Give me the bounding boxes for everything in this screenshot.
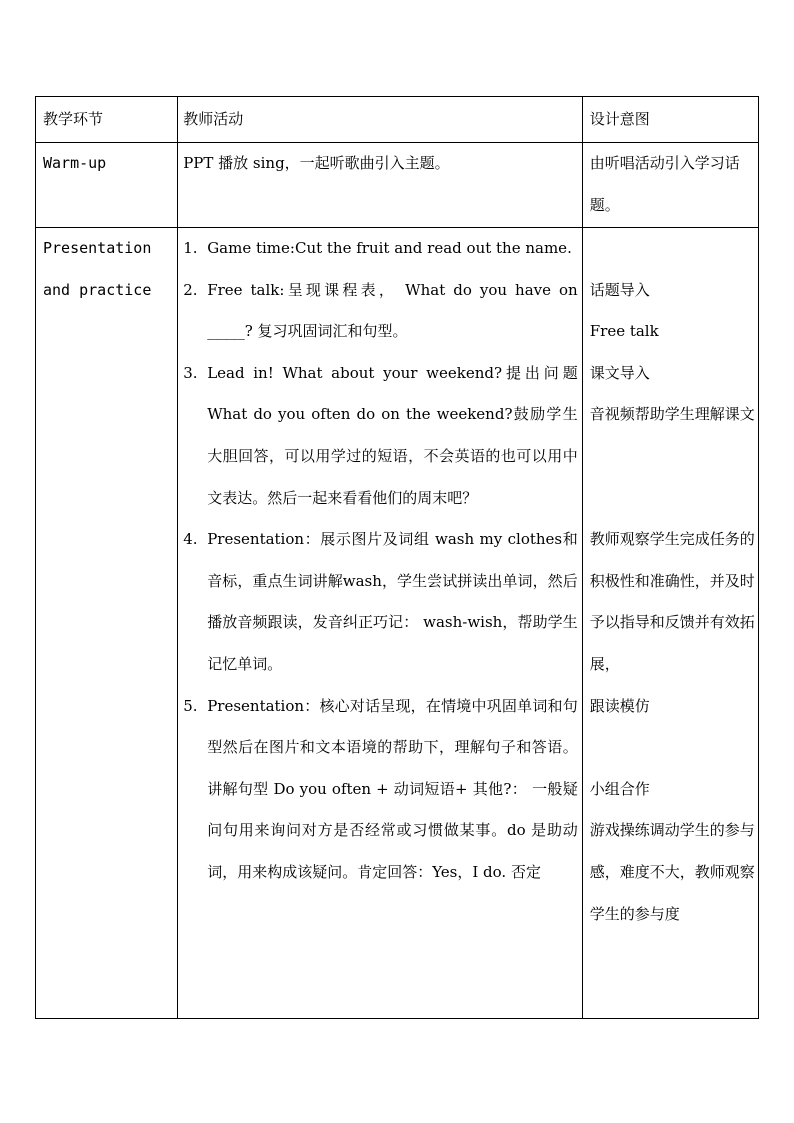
header-stage-cell [36,97,178,143]
list-item: 小组合作 [589,779,650,798]
step-number: 5. [183,696,198,715]
list-item: 跟读模仿 [589,696,650,715]
teacher-steps-list [183,228,578,894]
warmup-stage: Warm-up [43,154,107,172]
presentation-purpose-cell [582,228,758,1019]
presentation-stage-cell [36,228,178,1019]
list-item: 课文导入 [589,363,650,382]
list-item: 音视频帮助学生理解课文 [589,405,755,424]
step-text: Free talk:呈现课程表， What do you have on _____? 复习巩固词汇和句型。 [207,280,578,341]
warmup-teacher-activity: PPT 播放 sing，一起听歌曲引入主题。 [183,154,450,172]
step-number: 3. [183,363,198,382]
list-item [183,519,578,685]
header-teacher-cell [178,97,583,143]
table-header-row [36,97,759,143]
header-stage: 教学环节 [43,110,104,128]
presentation-teacher-cell [178,228,583,1019]
warmup-stage-cell [36,143,178,228]
presentation-stage: Presentation and practice [43,239,152,299]
list-item [590,228,758,270]
header-teacher-activity: 教师活动 [183,110,244,128]
step-number: 2. [183,280,198,299]
list-item: 话题导入 [589,280,650,299]
step-text: Game time:Cut the fruit and read out the name. [207,239,572,257]
list-item [183,686,578,894]
table-row-warmup [36,143,759,228]
step-text: Lead in! What about your weekend?提出问题 What do you often do on the weekend?鼓励学生大胆回答，可以用学过的短语，不会英语的也可以用中文表达。然后一起来看看他们的周末吧？ [207,363,578,507]
warmup-teacher-cell [178,143,583,228]
list-item: 游戏操练调动学生的参与感，难度不大，教师观察学生的参与度 [589,821,755,923]
table-row-presentation [36,228,759,1019]
list-item: 教师观察学生完成任务的积极性和准确性，并及时予以指导和反馈并有效拓展， [589,530,755,673]
list-item [183,353,578,519]
header-purpose-cell [582,97,758,143]
list-item [183,228,578,270]
warmup-purpose-cell [582,143,758,228]
step-text: Presentation：核心对话呈现，在情境中巩固单词和句型然后在图片和文本语境的帮助下，理解句子和答语。 讲解句型 Do you often + 动词短语+ 其他?： 一般疑问句用来询问对方是否经常或习惯做某事。do 是助动词，用来构成该疑问。肯定回答：Yes，I do. 否定 [207,696,578,881]
step-number: 4. [183,530,198,549]
warmup-design-purpose: 由听唱活动引入学习话题。 [589,154,740,214]
header-design-purpose: 设计意图 [589,110,650,128]
list-item [183,270,578,353]
list-item [590,436,758,478]
lesson-plan-table [35,96,759,1019]
step-number: 1. [183,239,198,257]
list-item [590,478,758,520]
design-purpose-list [590,228,758,935]
step-text: Presentation：展示图片及词组 wash my clothes和音标，重点生词讲解wash，学生尝试拼读出单词，然后播放音频跟读，发音纠正巧记： wash-wish，帮助学生记忆单词。 [207,530,578,673]
list-item: Free talk [589,322,659,341]
list-item [590,727,758,769]
